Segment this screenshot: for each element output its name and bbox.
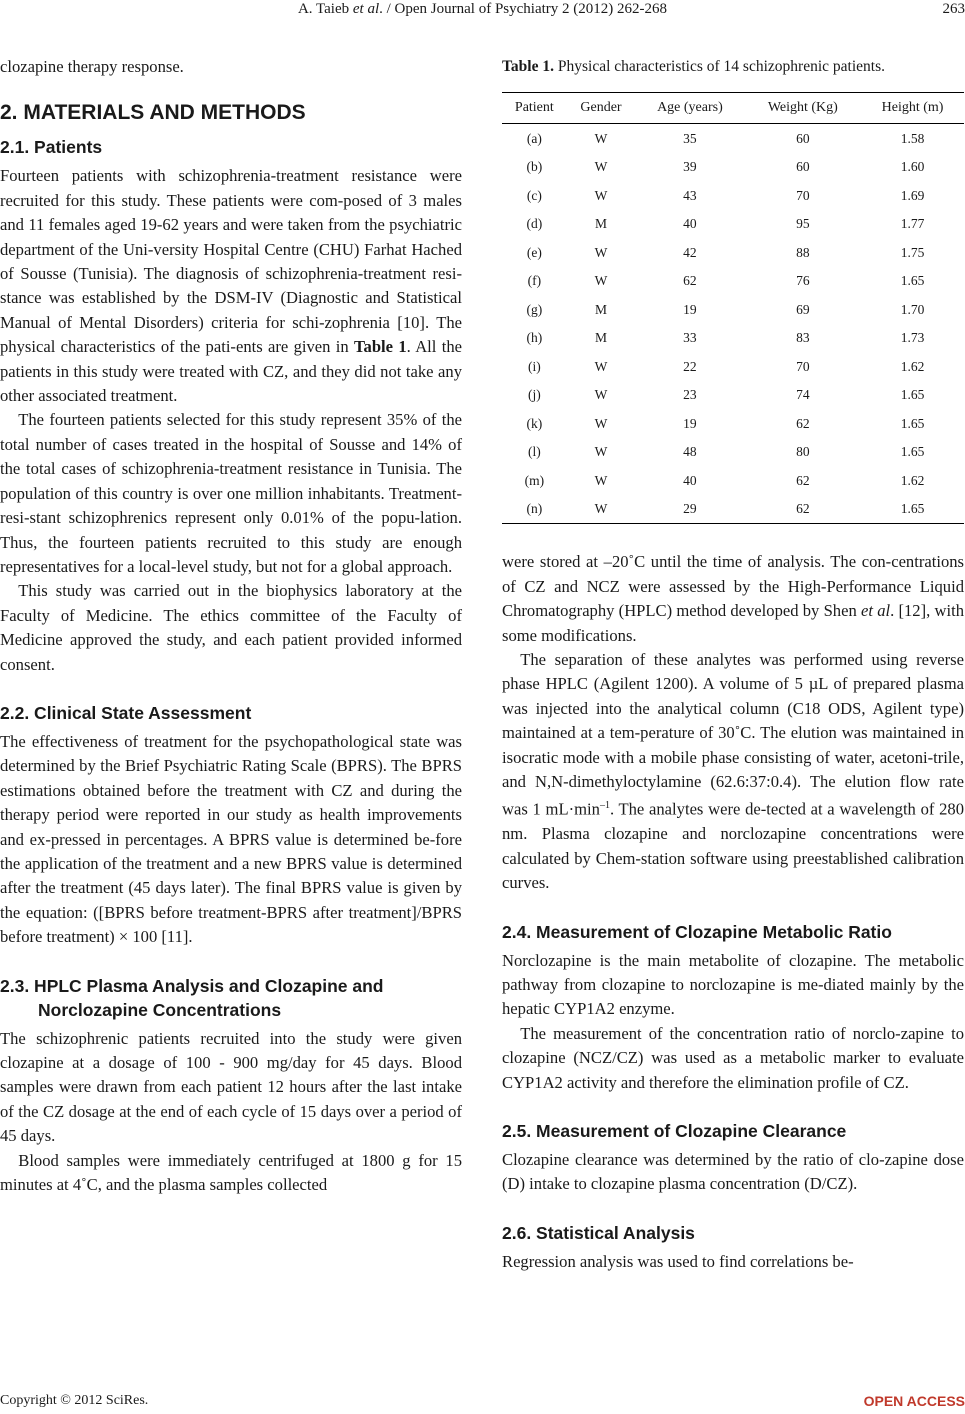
table-cell: 80 [796,444,810,460]
table-cell: W [594,273,608,289]
table-cell: 95 [796,216,810,232]
table-ref[interactable]: Table 1 [353,337,407,357]
paragraph-clinical: The effectiveness of treatment for the psychopathological state was determined by the Brief Psychiatric Rating Scale (BPRS). The BPRS estimations obtained before the treatment with CZ and during the therapy period were reported in our study as health improvements and ex-pressed in percentages. A BPRS value is determined be-fore the application of the treatment and a new BPRS value is determined after the treatment (45 days later). The final BPRS value is given by the equation: ([BPRS before treatment-BPRS after treatment]/BPRS before treatment) × 100 [11]. [0,731,462,947]
table-cell: 35 [683,130,697,146]
table-cell: (i) [527,358,541,374]
table-cell: 22 [683,358,697,374]
paragraph-hplc-1: The schizophrenic patients recruited into the study were given clozapine at a dosage of 100 - 900 mg/day for 45 days. Blood samples were drawn from each patient 12 hours after the last intake of the CZ dosage at the end of each cycle of 15 days over a period of 45 days. [0,1028,462,1146]
table-cell: (a) [526,130,542,146]
table-cell: 23 [683,387,697,403]
table-cell: W [594,159,608,175]
table-body [502,124,964,524]
table-cell: M [594,301,607,317]
table-cell: (k) [526,415,543,431]
paragraph-ratio-1: Norclozapine is the main metabolite of clozapine. The metabolic pathway from clozapine to norclozapine is me-diated mainly by the hepatic CYP1A2 enzyme. [502,950,964,1019]
table-cell: 62 [796,415,810,431]
table-cell: 1.65 [900,444,925,460]
table-cell: (f) [527,273,542,289]
table-header-row [502,93,964,124]
table-cell: M [594,216,607,232]
table-cell: 19 [683,415,697,431]
table-row [502,466,964,495]
table-cell: 1.65 [861,495,964,524]
footer-open-access[interactable]: OPEN ACCESS [863,1393,965,1409]
table-cell: 60 [796,159,810,175]
header-cell: Gender [567,93,636,124]
right-column [502,55,964,1274]
paragraph-hplc-2: Blood samples were immediately centrifuged at 1800 g for 15 minutes at 4˚C, and the plasma samples collected [0,1150,462,1195]
header-cell: Weight (Kg) [745,93,862,124]
table-row [502,267,964,296]
table-cell: 42 [683,244,697,260]
paragraph-clearance: Clozapine clearance was determined by the ratio of clo-zapine dose (D) intake to clozapine plasma concentration (D/CZ). [502,1150,964,1194]
table-cell: 62 [745,495,862,524]
table-cell: W [594,358,608,374]
table-cell: 1.58 [900,130,925,146]
paragraph-statistics: Regression analysis was used to find correlations be- [502,1251,854,1271]
table-row [502,352,964,381]
table-cell: 74 [796,387,810,403]
table-row [502,495,964,524]
left-column [0,55,462,1197]
table-cell: 76 [796,273,810,289]
heading-materials-methods: 2. MATERIALS AND METHODS [0,101,306,125]
paragraph-patients-1: Fourteen patients with schizophrenia-treatment resistance were recruited for this study. These patients were com-posed of 3 males and 11 females aged 19-62 years and were taken from the psychiatric department of the Uni-versity Hospital Centre (CHU) Farhat Hached of Sousse (Tunisia). The diagnosis of schizophrenia-treatment resi-stance was established by the DSM-IV (Diagnostic and Statistical Manual of Mental Disorders) criteria for schi-zophrenia [10]. The physical characteristics of the pati-ents are given in Table 1. All the patients in this study were treated with CZ, and they did not take any other associated treatment. [0,166,462,406]
table-cell: (b) [526,159,543,175]
table-cell: (l) [527,444,541,460]
heading-patients: 2.1. Patients [0,137,103,158]
table-cell: 1.62 [900,472,925,488]
table-cell: 1.69 [900,187,925,203]
paragraph-patients-2: The fourteen patients selected for this study represent 35% of the total number of cases treated in the hospital of Sousse and 14% of the total cases of schizophrenia-treatment resistance in Tunisia. The population of this country is over one million inhabitants. Treatment-resi-stant schizophrenics represent only 0.01% of the popu-lation. Thus, the fourteen patients recruited to this study are enough representatives for a local-level study, but not for a global approach. [0,410,462,576]
table-row [502,438,964,467]
table-cell: 88 [796,244,810,260]
table-cell: M [594,330,607,346]
paragraph-separation: The separation of these analytes was performed using reverse phase HPLC (Agilent 1200). A volume of 5 µL of prepared plasma was injected into the analytical column (C18 ODS, Agilent type) maintained at a tem-perature of 30˚C. The elution was maintained in isocratic mode with a mobile phase consisting of water, acetoni-trile, and N,N-dimethyloctylamine (62.6:37:0.4). The elution flow rate was 1 $mL\cdot\min^{-1}$. The analytes were de-tected at a wavelength of 280 nm. Plasma clozapine and norclozapine concentrations were calculated by Chem-station software using preestablished calibration curves. [502,650,964,893]
page-number: 263 [942,1,965,17]
table-cell: (e) [526,244,542,260]
table-row [502,210,964,239]
table-cell: (m) [524,472,545,488]
header-cell: Height (m) [861,93,964,124]
table-cell: W [594,387,608,403]
table-cell: 1.65 [900,415,925,431]
table-cell: 60 [796,130,810,146]
table-cell: 62 [796,472,810,488]
table-cell: 1.65 [900,273,925,289]
table-cell: 19 [683,301,697,317]
table-cell: 48 [683,444,697,460]
table-cell: 1.73 [900,330,925,346]
table-cell: 1.65 [900,387,925,403]
table-caption: Table 1. Physical characteristics of 14 schizophrenic patients. [502,58,885,75]
table-cell: W [594,130,608,146]
table-cell: 1.62 [900,358,925,374]
table-cell: 70 [796,187,810,203]
table-cell: (d) [526,216,543,232]
heading-clearance: 2.5. Measurement of Clozapine Clearance [502,1121,847,1142]
table-row [502,295,964,324]
table-row [502,324,964,353]
table-cell: 40 [683,216,697,232]
table-cell: (h) [526,330,543,346]
table-cell: 1.75 [900,244,925,260]
patient-characteristics-table [502,92,964,524]
heading-hplc: 2.3. HPLC Plasma Analysis and Clozapine and Norclozapine Concentrations [0,975,384,1020]
intro-end-text: clozapine therapy response. [0,57,184,76]
heading-statistics: 2.6. Statistical Analysis [502,1222,695,1243]
table-cell: W [594,472,608,488]
table-cell: 39 [683,159,697,175]
table-cell: (j) [527,387,541,403]
table-cell: (c) [526,187,542,203]
header-cell: Patient [502,93,567,124]
heading-clinical-state: 2.2. Clinical State Assessment [0,702,252,723]
table-cell: 1.70 [900,301,925,317]
table-cell: (n) [502,495,567,524]
table-cell: 69 [796,301,810,317]
table-cell: W [594,415,608,431]
table-cell: 33 [683,330,697,346]
table-row [502,238,964,267]
table-row [502,381,964,410]
table-cell: 83 [796,330,810,346]
table-cell: 43 [683,187,697,203]
table-cell: W [594,244,608,260]
table-cell: W [567,495,636,524]
table-cell: W [594,444,608,460]
table-cell: 70 [796,358,810,374]
footer-copyright: Copyright © 2012 SciRes. [0,1393,149,1408]
table-row [502,153,964,182]
table-cell: 62 [683,273,697,289]
table-row [502,124,964,153]
table-cell: (g) [526,301,543,317]
table-cell: W [594,187,608,203]
table-row [502,181,964,210]
header-cell: Age (years) [635,93,744,124]
table-cell: 1.77 [900,216,925,232]
paragraph-storage: were stored at –20˚C until the time of analysis. The con-centrations of CZ and NCZ were assessed by the High-Performance Liquid Chromatography (HPLC) method developed by Shen et al. [12], with some modifications. [502,552,964,645]
table-cell: 29 [635,495,744,524]
running-head: A. Taieb et al. / Open Journal of Psychiatry 2 (2012) 262-268 [297,1,668,17]
table-cell: 1.60 [900,159,925,175]
paragraph-ratio-2: The measurement of the concentration ratio of norclo-zapine to clozapine (NCZ/CZ) was used as a metabolic marker to evaluate CYP1A2 activity and therefore the elimination profile of CZ. [502,1023,964,1092]
heading-metabolic-ratio: 2.4. Measurement of Clozapine Metabolic Ratio [502,921,892,942]
paragraph-patients-3: This study was carried out in the biophysics laboratory at the Faculty of Medicine. The ethics committee of the Faculty of Medicine approved the study, and each patient provided informed consent. [0,581,462,674]
table-row [502,409,964,438]
table-cell: 40 [683,472,697,488]
